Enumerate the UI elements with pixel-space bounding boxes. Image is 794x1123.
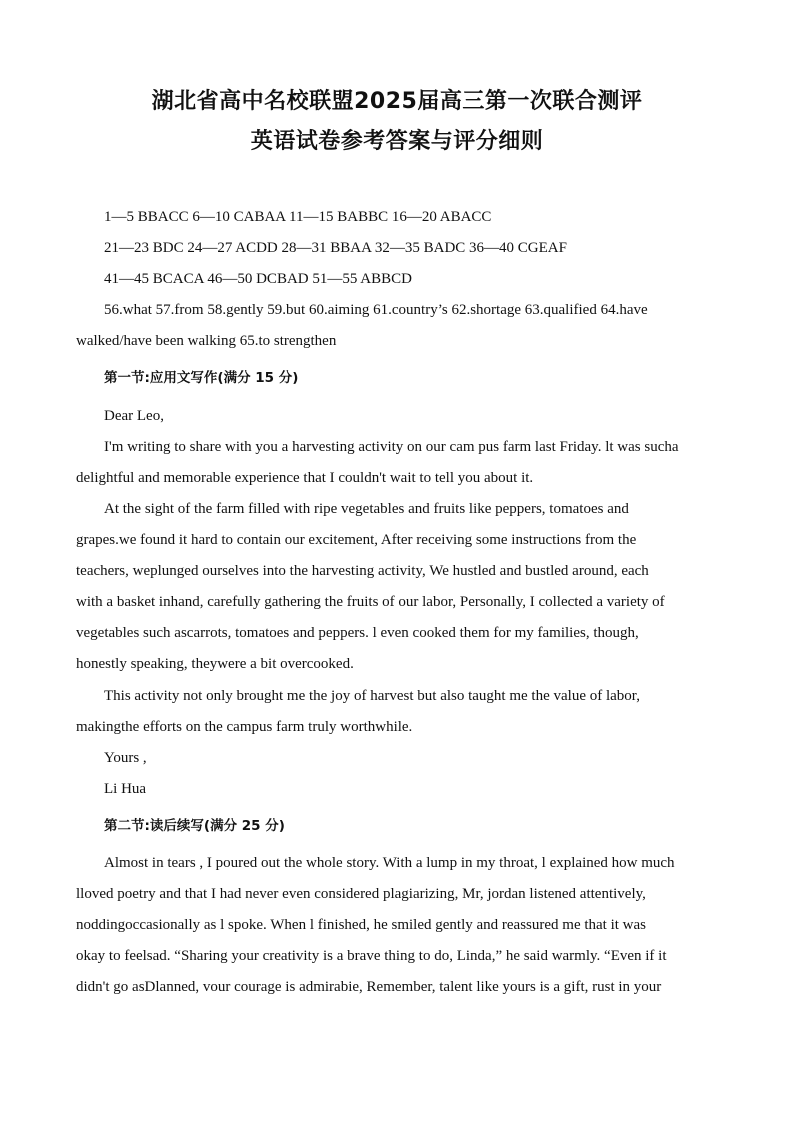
answer-key-row-4-cont: walked/have been walking 65.to strengthen <box>76 333 337 349</box>
answer-key-row-1: 1—5 BBACC 6—10 CABAA 11—15 BABBC 16—20 ABACC <box>104 209 492 225</box>
letter-signature: Li Hua <box>104 781 147 797</box>
letter-paragraph-2-line: vegetables such ascarrots, tomatoes and peppers. l even cooked them for my families, though, <box>76 625 639 641</box>
continuation-paragraph-line: Almost in tears , I poured out the whole story. With a lump in my throat, l explained how much <box>104 855 675 871</box>
continuation-paragraph-line: okay to feelsad. “Sharing your creativity is a brave thing to do, Linda,” he said warmly. “Even if it <box>76 948 667 964</box>
letter-greeting: Dear Leo, <box>104 408 164 424</box>
letter-paragraph-3-line: This activity not only brought me the joy of harvest but also taught me the value of labor, <box>104 688 640 704</box>
letter-paragraph-3-line: makingthe efforts on the campus farm truly worthwhile. <box>76 719 413 735</box>
letter-paragraph-2-line: honestly speaking, theywere a bit overcooked. <box>76 656 354 672</box>
letter-paragraph-2-line: with a basket inhand, carefully gathering the fruits of our labor, Personally, I collected a variety of <box>76 594 665 610</box>
letter-paragraph-2-line: At the sight of the farm filled with ripe vegetables and fruits like peppers, tomatoes and <box>104 501 629 517</box>
letter-closing: Yours , <box>104 750 147 766</box>
letter-paragraph-1-line: delightful and memorable experience that I couldn't wait to tell you about it. <box>76 470 534 486</box>
answer-key-row-4: 56.what 57.from 58.gently 59.but 60.aiming 61.country’s 62.shortage 63.qualified 64.have <box>104 302 648 318</box>
section-2-heading: 第二节:读后续写(满分 25 分) <box>104 818 285 834</box>
letter-paragraph-1-line: I'm writing to share with you a harvesting activity on our cam pus farm last Friday. lt was sucha <box>104 439 679 455</box>
document-title: 湖北省高中名校联盟2025届高三第一次联合测评 <box>151 89 643 114</box>
continuation-paragraph-line: didn't go asDlanned, vour courage is admirabie, Remember, talent like yours is a gift, rust in your <box>76 979 662 995</box>
document-subtitle: 英语试卷参考答案与评分细则 <box>250 129 544 154</box>
continuation-paragraph-line: noddingoccasionally as l spoke. When l finished, he smiled gently and reassured me that it was <box>76 917 647 933</box>
answer-key-row-2: 21—23 BDC 24—27 ACDD 28—31 BBAA 32—35 BADC 36—40 CGEAF <box>104 240 567 256</box>
continuation-paragraph-line: lloved poetry and that I had never even considered plagiarizing, Mr, jordan listened attentively, <box>76 886 646 902</box>
section-1-heading: 第一节:应用文写作(满分 15 分) <box>104 370 299 386</box>
letter-paragraph-2-line: grapes.we found it hard to contain our excitement, After receiving some instructions from the <box>76 532 637 548</box>
letter-paragraph-2-line: teachers, weplunged ourselves into the harvesting activity, We hustled and bustled around, each <box>76 563 649 579</box>
answer-key-row-3: 41—45 BCACA 46—50 DCBAD 51—55 ABBCD <box>104 271 412 287</box>
